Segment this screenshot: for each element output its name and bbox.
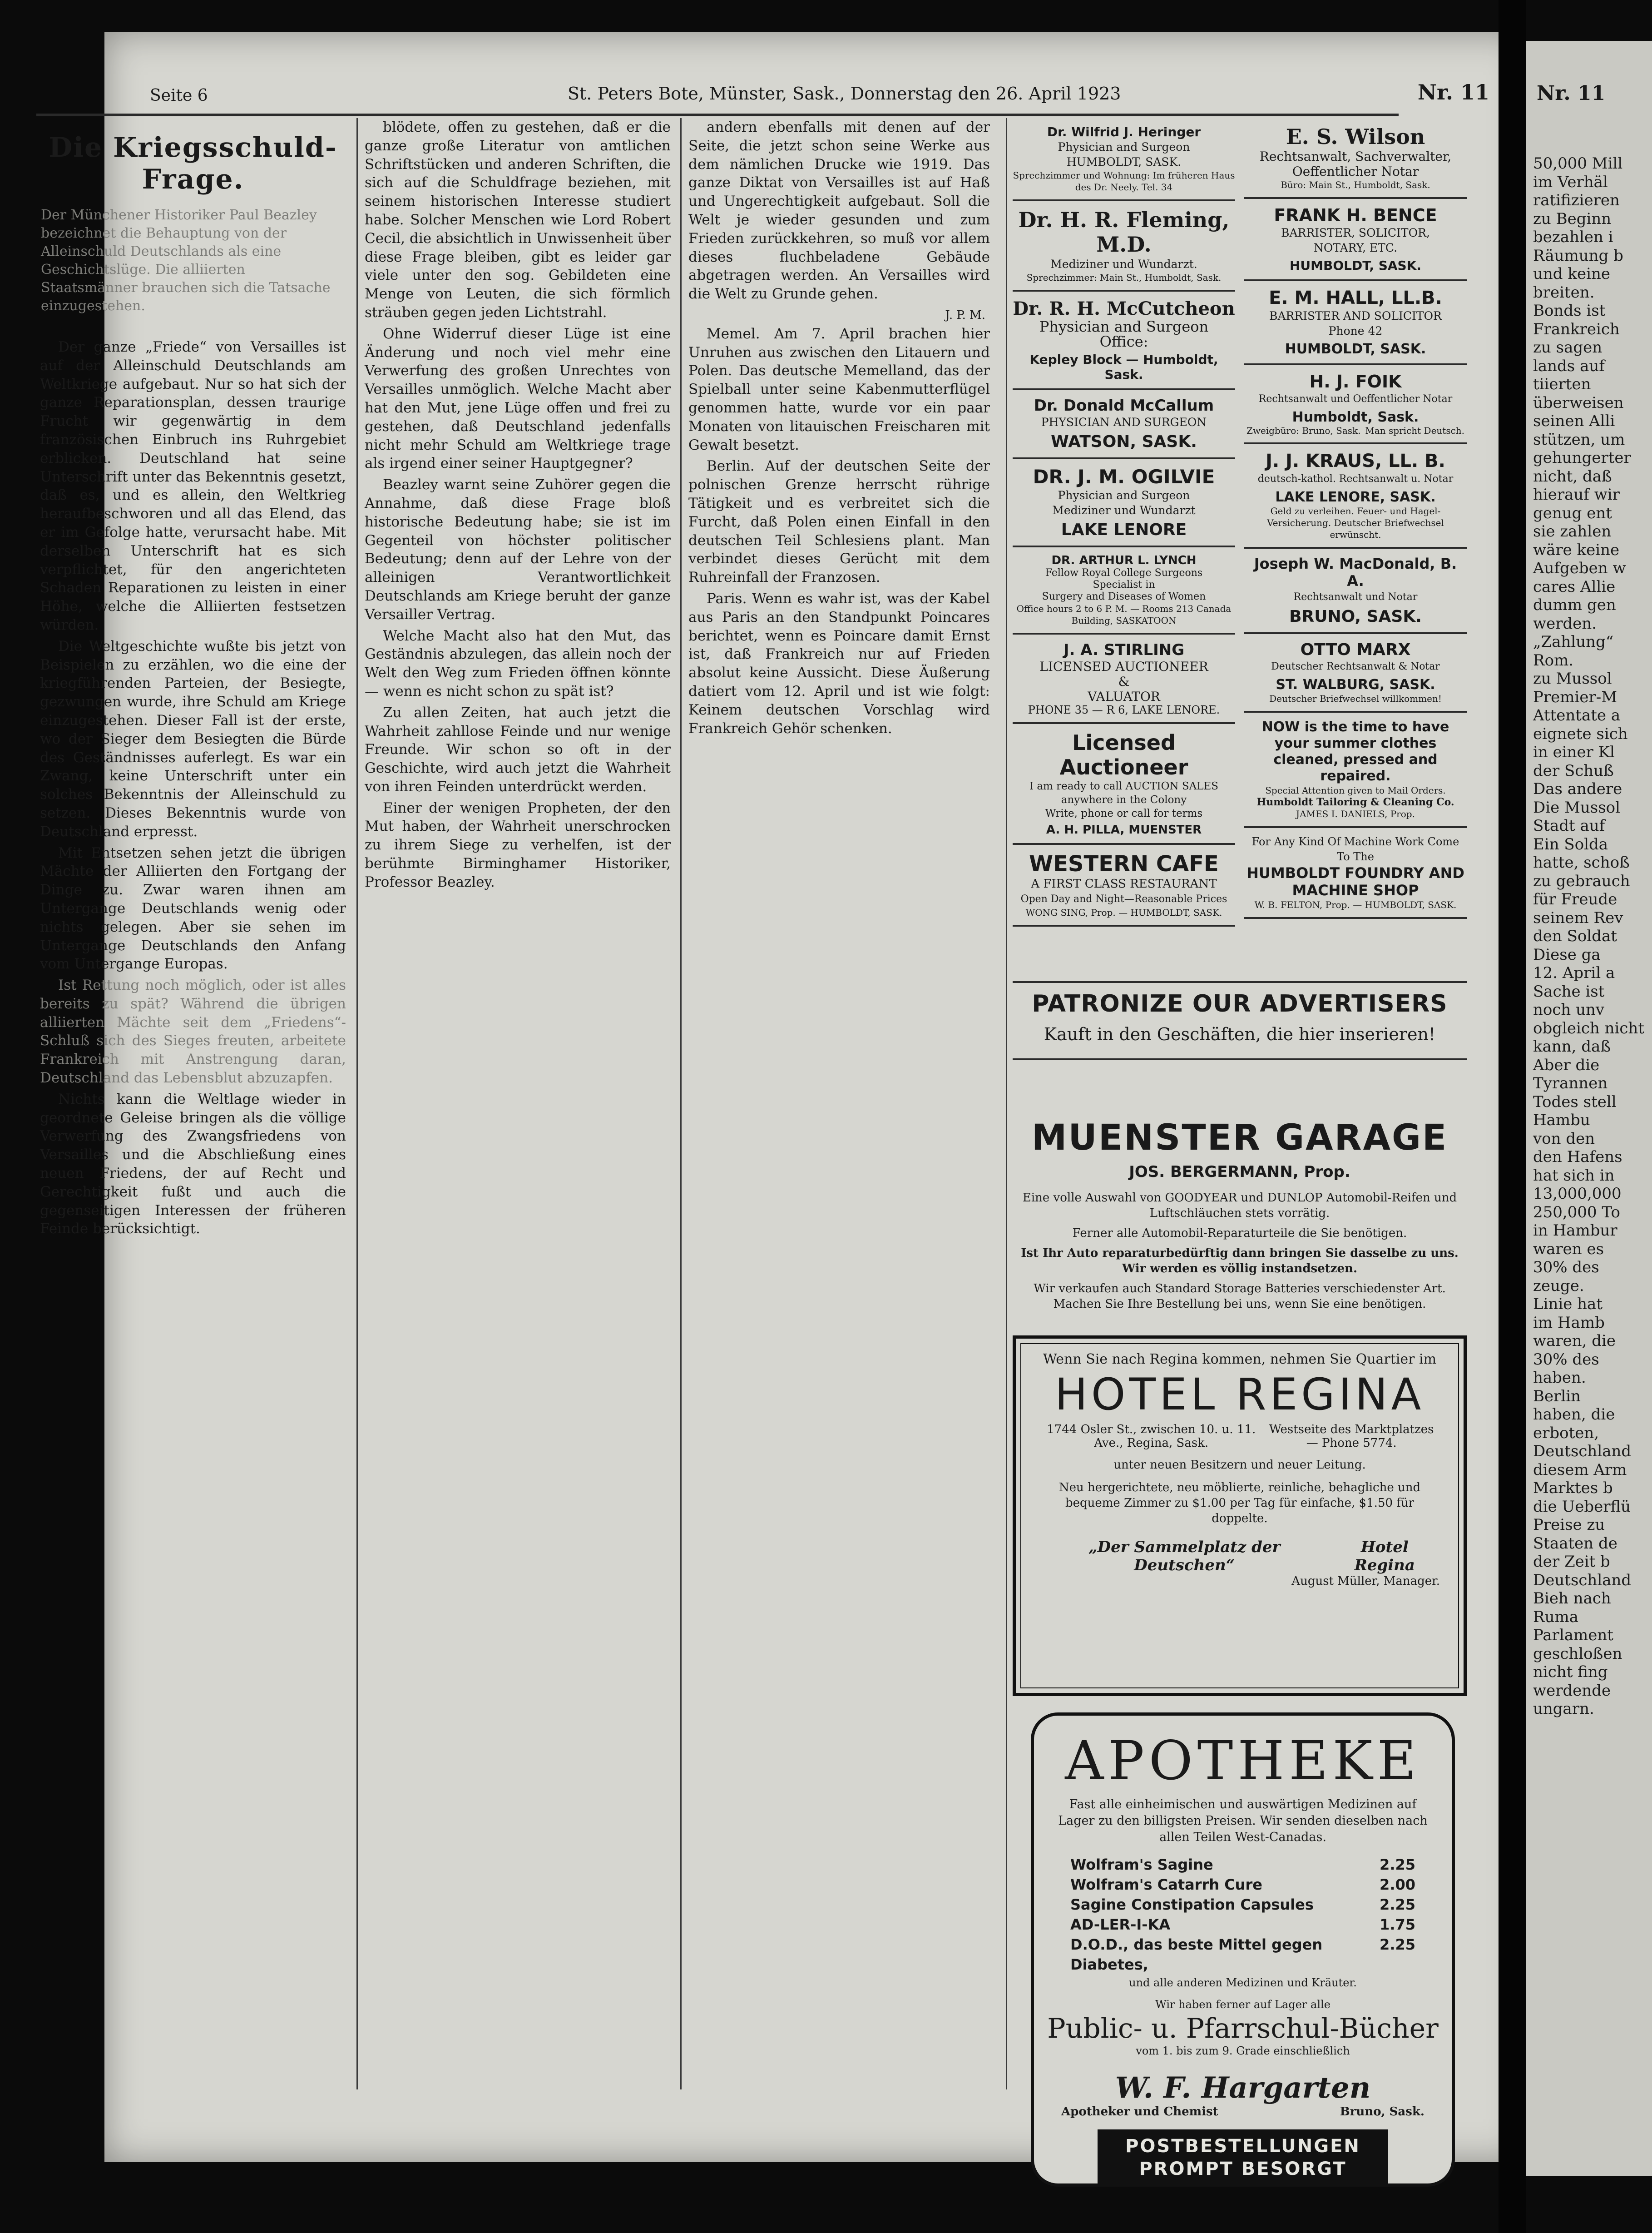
ad-card-western-cafe: WESTERN CAFE A FIRST CLASS RESTAURANT Open Day and Night—Reasonable Prices WONG SING, Prop. — HUMBOLDT, SASK. [1013, 845, 1235, 927]
ad-card-mccallum: Dr. Donald McCallum PHYSICIAN AND SURGEON WATSON, SASK. [1013, 390, 1235, 459]
news-item-berlin: Berlin. Auf der deutschen Seite der polnischen Grenze herrscht rührige Tätigkeit und es verbreitet sich die Furcht, daß Polen einen Einfall in den deutschen Teil Schlesiens plant. Man verbindet dieses Gerücht mit dem Ruhreinfall der Franzosen. [688, 458, 990, 586]
adjacent-issue-number: Nr. 11 [1537, 82, 1606, 105]
section-rule [1013, 981, 1467, 983]
apotheke-books: Public- u. Pfarrschul-Bücher [1047, 2013, 1439, 2044]
ad-card-foik: H. J. FOIK Rechtsanwalt und Oeffentlicher Notar Humboldt, Sask. Zweigbüro: Bruno, Sask. Man spricht Deutsch. [1244, 365, 1467, 444]
list-item: D.O.D., das beste Mittel gegen Diabetes, 2.25 [1070, 1936, 1415, 1973]
paragraph: Mit Entsetzen sehen jetzt die übrigen Mächte der Alliierten den Fortgang der Dinge zu. Zwar waren ihnen am Untergange Deutschlands wenig oder nichts gelegen. Aber sie sehen im Untergange Deutschlands den Anfang vom Untergange Europas. [40, 844, 346, 973]
hotel-regina-ad [1013, 1335, 1467, 1696]
paragraph: andern ebenfalls mit denen auf der Seite, die jetzt schon seine Werke aus dem nämlichen Drucke wie 1919. Das ganze Diktat von Versailles ist auf Haß und Ungerechtigkeit aufgebaut. Soll die Welt je wieder gesunden und zum Frieden zurückkehren, so muß vor allem dieses fluchbeladene Gebäude abgetragen werden. An Versailles wird die Welt zu Grunde gehen. [688, 119, 990, 303]
ad-card-bence: FRANK H. BENCE BARRISTER, SOLICITOR, NOTARY, ETC. HUMBOLDT, SASK. [1244, 199, 1467, 281]
regina-manager: August Müller, Manager. [1291, 1574, 1440, 1588]
regina-title: HOTEL REGINA [1054, 1369, 1425, 1420]
adjacent-text-fragments: 50,000 Mill im Verhäl ratifizieren zu Beginn bezahlen i Räumung b und keine breiten. Bonds ist Frankreich zu sagen lands auf tiierten überweisen seinen Alli stützen, um gehungerter nicht, daß hierauf wir genug ent sie zahlen wäre keine Aufgeben w cares Allie dumm gen werden. „Zahlung“ Rom. zu Mussol Premier-M Attentate a eignete sich in einer Kl der Schuß Das andere Die Mussol Stadt auf Ein Solda hatte, schoß zu gebrauch für Freude seinem Rev den Soldat Diese ga 12. April a Sache ist noch unv obgleich nicht kann, daß Aber die Tyrannen Todes stell Hambu von den den Hafens hat sich in 13,000,000 250,000 To in Hambur waren es 30% des zeuge. Linie hat im Hamb waren, die 30% des haben. Berlin haben, die erboten, Deutschland diesem Arm Marktes b die Ueberflü Preise zu Staaten de der Zeit b Deutschland Bieh nach Ruma Parlament geschloßen nicht fing werdende ungarn. [1533, 154, 1644, 1718]
ad-card-fleming: Dr. H. R. Fleming, M.D. Mediziner und Wundarzt. Sprechzimmer: Main St., Humboldt, Sask. [1013, 201, 1235, 292]
regina-slogan: „Der Sammelplatz der Deutschen“ [1088, 1538, 1281, 1574]
paragraph: Beazley warnt seine Zuhörer gegen die Annahme, daß diese Frage bloß historische Bedeutung habe; sie ist im Gegenteil von höchster politischer Bedeutung; denn auf der Lehre von der alleinigen Verantwortlichkeit Deutschlands am Kriege beruht der ganze Versailler Vertrag. [365, 476, 671, 623]
apotheke-firm-role: Apotheker und Chemist [1061, 2105, 1218, 2119]
apotheke-books-lead: Wir haben ferner auf Lager alle [1155, 1998, 1331, 2011]
ad-card-lynch: DR. ARTHUR L. LYNCH Fellow Royal College Surgeons Specialist in Surgery and Diseases of Women Office hours 2 to 6 P. M. — Rooms 213 Canada Building, SASKATOON [1013, 547, 1235, 635]
adjacent-page-fragment [1526, 41, 1652, 2176]
article-body-2 [361, 118, 674, 892]
article-body-1 [36, 338, 350, 1238]
patronize-subtitle: Kauft in den Geschäften, die hier inserieren! [1044, 1024, 1436, 1044]
list-item: Wolfram's Catarrh Cure 2.00 [1070, 1876, 1415, 1893]
column-divider [680, 118, 682, 2089]
article-body-3 [685, 118, 994, 738]
article-signature: J. P. M. [945, 308, 985, 322]
issue-number: Nr. 11 [1417, 80, 1489, 104]
paragraph: Ohne Widerruf dieser Lüge ist eine Änderung und noch viel mehr eine Verwerfung des großen Unrechtes von Versailles unmöglich. Welche Macht aber hat den Mut, jene Lüge offen und frei zu gestehen, daß Deutschland jedenfalls nicht mehr Schuld am Weltkriege trage als irgend einer seiner Hauptgegner? [365, 325, 671, 472]
article-column-2 [361, 118, 674, 2089]
book-gutter [1499, 0, 1526, 2233]
section-rule [1013, 1058, 1467, 1060]
apotheke-banner: POSTBESTELLUNGEN PROMPT BESORGT [1098, 2129, 1388, 2186]
column-divider [356, 118, 358, 2089]
ad-card-auctioneer: Licensed Auctioneer I am ready to call AUCTION SALES anywhere in the Colony Write, phone or call for terms A. H. PILLA, MUENSTER [1013, 724, 1235, 845]
ad-card-wilson: E. S. Wilson Rechtsanwalt, Sachverwalter, Oeffentlicher Notar Büro: Main St., Humboldt, Sask. [1244, 118, 1467, 199]
list-item: Sagine Constipation Capsules 2.25 [1070, 1896, 1415, 1913]
regina-lead: Wenn Sie nach Regina kommen, nehmen Sie Quartier im [1043, 1351, 1437, 1367]
ad-card-stirling: J. A. STIRLING LICENSED AUCTIONEER & VALUATOR PHONE 35 — R 6, LAKE LENORE. [1013, 635, 1235, 724]
newspaper-page [40, 32, 1526, 2179]
paragraph: Zu allen Zeiten, hat auch jetzt die Wahrheit zahllose Feinde und nur wenige Freunde. Wir schon so oft in der Geschichte, wird auch jetzt die Wahrheit von ihren Feinden unterdrückt werden. [365, 704, 671, 795]
ad-column-left [1013, 118, 1235, 927]
ad-card-foundry: For Any Kind Of Machine Work Come To The HUMBOLDT FOUNDRY AND MACHINE SHOP W. B. FELTON, Prop. — HUMBOLDT, SASK. [1244, 828, 1467, 919]
list-item: Wolfram's Sagine 2.25 [1070, 1856, 1415, 1873]
apotheke-lead: Fast alle einheimischen und auswärtigen Medizinen auf Lager zu den billigsten Preisen. Wir senden dieselben nach allen Teilen West-Canadas. [1058, 1797, 1428, 1844]
article-column-3 [685, 118, 994, 2089]
ad-card-mccutcheon: Dr. R. H. McCutcheon Physician and Surgeon Office: Kepley Block — Humboldt, Sask. [1013, 292, 1235, 390]
news-item-memel: Memel. Am 7. April brachen hier Unruhen aus zwischen den Litauern und Polen. Das deutsche Memelland, das der Spielball unter seine Kabenmutterflügel genommen hatte, wurde vor ein paar Monaten von litauischen Freischaren mit Gewalt besetzt. [688, 325, 990, 453]
ad-card-hall: E. M. HALL, LL.B. BARRISTER AND SOLICITOR Phone 42 HUMBOLDT, SASK. [1244, 281, 1467, 365]
apotheke-title: APOTHEKE [1065, 1729, 1421, 1792]
apotheke-grade: vom 1. bis zum 9. Grade einschließlich [1136, 2044, 1350, 2057]
ad-card-macdonald: Joseph W. MacDonald, B. A. Rechtsanwalt und Notar BRUNO, SASK. [1244, 549, 1467, 634]
regina-sign: Hotel Regina [1354, 1538, 1415, 1574]
list-item: AD-LER-I-KA 1.75 [1070, 1916, 1415, 1933]
header-rule [36, 114, 1399, 116]
paragraph: Die Weltgeschichte wußte bis jetzt von Beispielen zu erzählen, wo die eine der kriegführenden Parteien, der Besiegte, gezwungen wurde, ihre Schuld am Kriege einzugestehen. Dieser Fall ist der erste, wo der Sieger dem Besiegten die Bürde des Geständnisses auferlegt. Es war ein Zwang, keine Unterschrift unter ein solches Bekenntnis der Alleinschuld zu setzen. Dieses Bekenntnis wurde von Deutschland erpresst. [40, 638, 346, 840]
regina-address: 1744 Osler St., zwischen 10. u. 11. Ave., Regina, Sask. [1047, 1423, 1256, 1450]
garage-proprietor: JOS. BERGERMANN, Prop. [1129, 1163, 1350, 1181]
paragraph: Nichts kann die Weltlage wieder in geordnete Geleise bringen als die völlige Verwerfung des Zwangsfriedens von Versailles und die Abschließung eines neuen Friedens, der auf Recht und Gerechtigkeit fußt und auch die gegenseitigen Interessen der früheren Feinde berücksichtigt. [40, 1091, 346, 1237]
ad-card-ogilvie: DR. J. M. OGILVIE Physician and Surgeon Mediziner und Wundarzt LAKE LENORE [1013, 459, 1235, 547]
ad-card-kraus: J. J. KRAUS, LL. B. deutsch-kathol. Rechtsanwalt u. Notar LAKE LENORE, SASK. Geld zu verleihen. Feuer- und Hagel-Versicherung. Deutscher Briefwechsel erwünscht. [1244, 444, 1467, 549]
ad-card-tailoring: NOW is the time to have your summer clothes cleaned, pressed and repaired. Special Attention given to Mail Orders. Humboldt Tailoring & Cleaning Co. JAMES I. DANIELS, Prop. [1244, 713, 1467, 828]
column-divider [1006, 118, 1007, 2089]
regina-management: unter neuen Besitzern und neuer Leitung. [1113, 1458, 1366, 1472]
masthead: St. Peters Bote, Münster, Sask., Donnerstag den 26. April 1923 [568, 84, 1121, 104]
article-headline: Die Kriegsschuld-Frage. [49, 132, 337, 195]
paragraph: Welche Macht also hat den Mut, das Geständnis abzulegen, das allein noch der Welt den Weg zum Frieden öffnen könnte — wenn es nicht schon zu spät ist? [365, 627, 671, 700]
paragraph: Ist Rettung noch möglich, oder ist alles bereits zu spät? Während die übrigen alliierten Mächte seit dem „Friedens“-Schluß sich des Sieges freuten, arbeitete Frankreich mit Anstrengung daran, Deutschland das Lebensblut abzuzapfen. [40, 977, 346, 1087]
regina-phone: Westseite des Marktplatzes — Phone 5774. [1269, 1423, 1434, 1450]
paragraph: Der ganze „Friede“ von Versailles ist auf der Alleinschuld Deutschlands am Weltkriege aufgebaut. Nur so hat sich der ganze Reparationsplan, dessen traurige Frucht wir gegenwärtig in dem französischen Einbruch ins Ruhrgebiet erblicken. Deutschland hat seine Unterschrift unter das Bekenntnis gesetzt, daß es, und es allein, den Weltkrieg heraufbeschworen und all das Elend, das er im Gefolge hatte, verursacht habe. Mit derselben Unterschrift hat es sich verpflichtet, für den angerichteten Schaden Reparationen zu leisten in einer Höhe, welche die Alliierten festsetzen würden. [40, 339, 346, 633]
page-label: Seite 6 [150, 86, 208, 105]
article-intro: Der Münchener Historiker Paul Beazley bezeichnet die Behauptung von der Alleinschuld Deutschlands als eine Geschichtslüge. Die alliierten Staatsmänner brauchen sich die Tatsache einzugestehen. [41, 207, 331, 314]
ad-column-right [1244, 118, 1467, 919]
paragraph: Einer der wenigen Propheten, der den Mut haben, der Wahrheit unerschrocken zu ihrem Siege zu verhelfen, ist der berühmte Birminghamer Historiker, Professor Beazley. [365, 799, 671, 890]
news-item-paris: Paris. Wenn es wahr ist, was der Kabel aus Paris an den Standpunkt Poincares berichtet, wenn es Poincare damit Ernst ist, daß Frankreich nur auf Frieden absolut keine Aussicht. Diese Äußerung datiert vom 12. April und ist wie folgt: Keinem deutschen Vorschlag wird Frankreich Gehör schenken. [688, 590, 990, 737]
apotheke-firm: W. F. Hargarten [1115, 2071, 1371, 2105]
ad-card-heringer: Dr. Wilfrid J. Heringer Physician and Surgeon HUMBOLDT, SASK. Sprechzimmer und Wohnung: Im früheren Haus des Dr. Neely. Tel. 34 [1013, 118, 1235, 201]
garage-body: Eine volle Auswahl von GOODYEAR und DUNLOP Automobil-Reifen und Luftschläuchen stets vorrätig. Ferner alle Automobil-Reparaturteile die Sie benötigen. Ist Ihr Auto reparaturbedürftig dann bringen Sie dasselbe zu uns. Wir werden es völlig instandsetzen. Wir verkaufen auch Standard Storage Batteries verschiedenster Art. Machen Sie Ihre Bestellung bei uns, wenn Sie eine benötigen. [1021, 1191, 1459, 1311]
article-column-1 [36, 118, 350, 2089]
regina-rates: Neu hergerichtete, neu möblierte, reinliche, behagliche und bequeme Zimmer zu $1.00 per Tag für einfache, $1.50 für doppelte. [1058, 1481, 1421, 1525]
paragraph: blödete, offen zu gestehen, daß er die ganze große Literatur von amtlichen Schriftstücken und anderen Schriften, die sich auf die Schuldfrage beziehen, mit seinem historischen Interesse studiert habe. Solcher Menschen wie Lord Robert Cecil, die absichtlich in Unwissenheit über diese Frage bleiben, gibt es leider gar viele unter den sog. Gebildeten eine Menge von Leuten, die sich förmlich sträuben gegen jeden Lichtstrahl. [365, 119, 671, 321]
page-header [150, 77, 1489, 114]
apotheke-tail: und alle anderen Medizinen und Kräuter. [1129, 1976, 1357, 1989]
apotheke-ad [1031, 1712, 1455, 2187]
apotheke-firm-city: Bruno, Sask. [1340, 2105, 1424, 2119]
patronize-title: PATRONIZE OUR ADVERTISERS [1032, 990, 1448, 1017]
garage-title: MUENSTER GARAGE [1031, 1117, 1448, 1158]
apotheke-price-list [1070, 1855, 1415, 1975]
ad-card-marx: OTTO MARX Deutscher Rechtsanwalt & Notar ST. WALBURG, SASK. Deutscher Briefwechsel willkommen! [1244, 634, 1467, 713]
